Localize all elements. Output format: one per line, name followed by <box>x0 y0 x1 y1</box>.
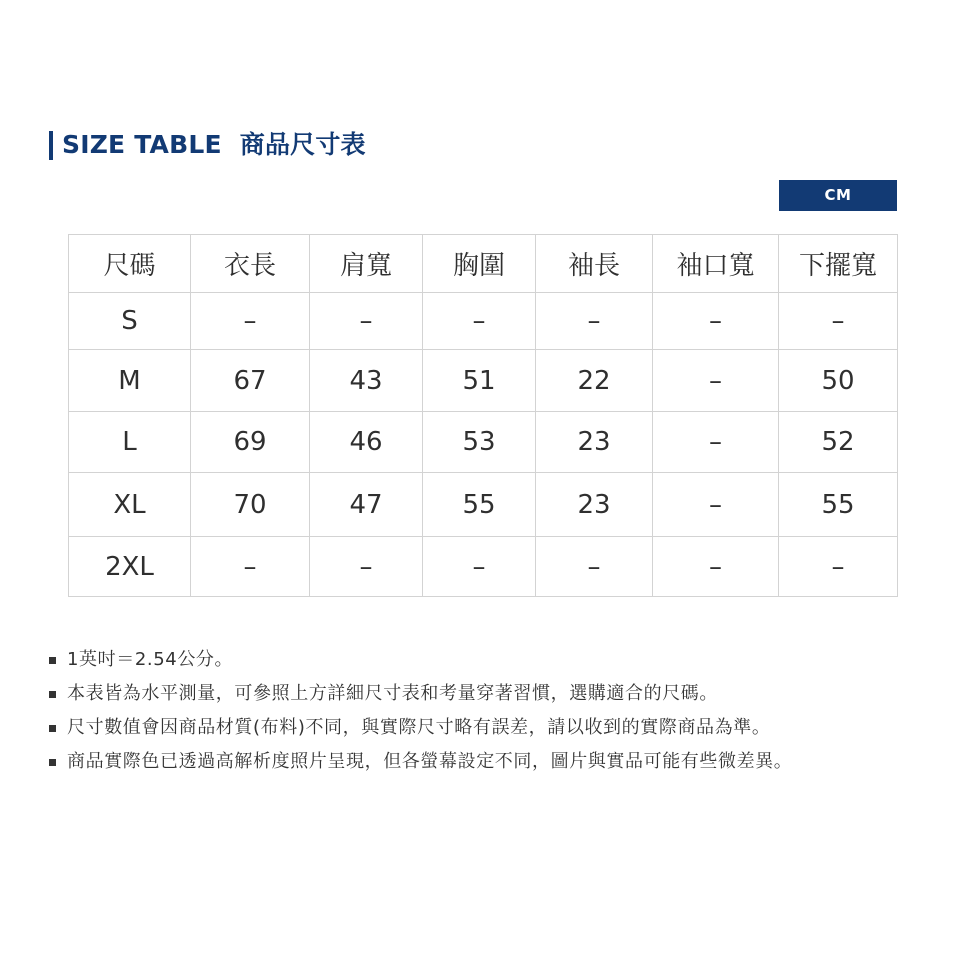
cell-value: – <box>653 412 779 473</box>
header-length: 衣長 <box>191 235 310 293</box>
table-row <box>69 350 898 412</box>
table-row <box>69 473 898 537</box>
cell-size: L <box>69 412 191 473</box>
cell-value: – <box>423 537 536 597</box>
cell-value: 53 <box>423 412 536 473</box>
cell-value: 50 <box>779 350 898 412</box>
table-row <box>69 537 898 597</box>
cell-value: 43 <box>310 350 423 412</box>
cell-size: XL <box>69 473 191 537</box>
cell-value: 51 <box>423 350 536 412</box>
header-hem-width: 下擺寬 <box>779 235 898 293</box>
cell-value: – <box>653 473 779 537</box>
header-shoulder: 肩寬 <box>310 235 423 293</box>
cell-value: 69 <box>191 412 310 473</box>
cell-size: M <box>69 350 191 412</box>
cell-size: S <box>69 293 191 350</box>
cell-value: – <box>779 537 898 597</box>
cell-value: 47 <box>310 473 423 537</box>
header-cuff-width: 袖口寬 <box>653 235 779 293</box>
page-title <box>62 128 366 162</box>
table-header-row <box>69 235 898 293</box>
note-item <box>49 747 792 781</box>
cell-value: – <box>536 293 653 350</box>
title-accent-bar <box>49 131 53 160</box>
note-item <box>49 679 792 713</box>
cell-value: – <box>653 350 779 412</box>
table-row <box>69 412 898 473</box>
bullet-icon <box>49 691 56 698</box>
cell-value: 55 <box>423 473 536 537</box>
bullet-icon <box>49 657 56 664</box>
cell-value: 67 <box>191 350 310 412</box>
cell-value: 46 <box>310 412 423 473</box>
title-zh: 商品尺寸表 <box>239 130 366 159</box>
title-en: SIZE TABLE <box>62 130 222 159</box>
cell-value: 23 <box>536 412 653 473</box>
cell-value: – <box>191 293 310 350</box>
note-text: 1英吋＝2.54公分。 <box>67 649 234 670</box>
cell-value: – <box>310 537 423 597</box>
note-text: 商品實際色已透過高解析度照片呈現，但各螢幕設定不同，圖片與實品可能有些微差異。 <box>67 751 793 772</box>
cell-value: – <box>191 537 310 597</box>
cell-value: 52 <box>779 412 898 473</box>
cell-value: 22 <box>536 350 653 412</box>
header-chest: 胸圍 <box>423 235 536 293</box>
unit-badge: CM <box>779 180 897 211</box>
note-text: 尺寸數值會因商品材質(布料)不同，與實際尺寸略有誤差，請以收到的實際商品為準。 <box>67 717 771 738</box>
cell-value: 23 <box>536 473 653 537</box>
cell-value: – <box>423 293 536 350</box>
note-item <box>49 713 792 747</box>
note-item <box>49 645 792 679</box>
table-row <box>69 293 898 350</box>
cell-value: 55 <box>779 473 898 537</box>
cell-value: – <box>779 293 898 350</box>
cell-value: – <box>653 537 779 597</box>
size-table <box>68 234 898 597</box>
cell-value: – <box>653 293 779 350</box>
cell-value: 70 <box>191 473 310 537</box>
cell-size: 2XL <box>69 537 191 597</box>
cell-value: – <box>536 537 653 597</box>
bullet-icon <box>49 759 56 766</box>
note-text: 本表皆為水平測量，可參照上方詳細尺寸表和考量穿著習慣，選購適合的尺碼。 <box>67 683 718 704</box>
notes-list <box>49 645 792 781</box>
cell-value: – <box>310 293 423 350</box>
header-sleeve-length: 袖長 <box>536 235 653 293</box>
header-size: 尺碼 <box>69 235 191 293</box>
bullet-icon <box>49 725 56 732</box>
